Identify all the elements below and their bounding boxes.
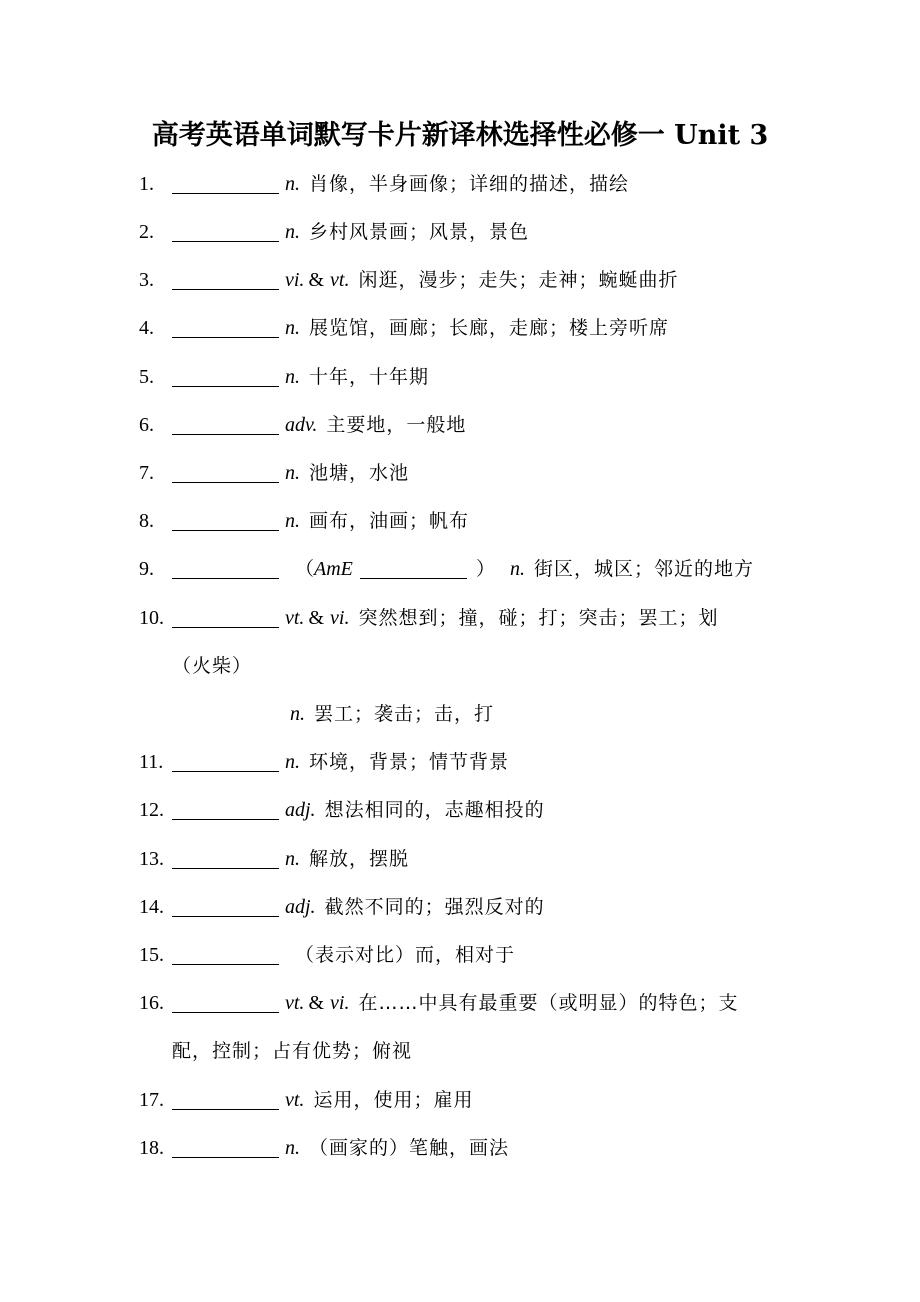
- definition: 主要地，一般地: [326, 414, 467, 436]
- part-of-speech: n.: [285, 751, 300, 773]
- item-number: 3.: [139, 269, 154, 291]
- item-number: 10.: [139, 607, 164, 629]
- part-of-speech-2: vi.: [330, 607, 350, 629]
- item-number: 5.: [139, 366, 154, 388]
- part-of-speech: n.: [285, 221, 300, 243]
- answer-blank[interactable]: [172, 627, 279, 628]
- ampersand: &: [308, 269, 324, 291]
- item-number: 2.: [139, 221, 154, 243]
- definition: 解放，摆脱: [309, 848, 410, 870]
- answer-blank[interactable]: [172, 1157, 279, 1158]
- item-number: 6.: [139, 414, 154, 436]
- definition: 环境，背景；情节背景: [309, 751, 510, 773]
- part-of-speech-2: vt.: [330, 269, 350, 291]
- definition: 画布，油画；帆布: [309, 510, 470, 532]
- answer-blank[interactable]: [172, 337, 279, 338]
- part-of-speech: vt.: [285, 1089, 305, 1111]
- part-of-speech: adj.: [285, 896, 316, 918]
- item-number: 9.: [139, 558, 154, 580]
- definition: （表示对比）而，相对于: [295, 944, 516, 966]
- answer-blank[interactable]: [172, 771, 279, 772]
- definition: 运用，使用；雇用: [313, 1089, 474, 1111]
- item-number: 14.: [139, 896, 164, 918]
- item-number: 11.: [139, 751, 164, 773]
- definition: 突然想到；撞，碰；打；突击；罢工；划: [358, 607, 719, 629]
- part-of-speech: adv.: [285, 414, 318, 436]
- answer-blank[interactable]: [172, 1012, 279, 1013]
- part-of-speech-2: vi.: [330, 992, 350, 1014]
- answer-blank[interactable]: [172, 868, 279, 869]
- list-item: [0, 545, 920, 593]
- part-of-speech: vt.: [285, 992, 305, 1014]
- part-of-speech: n.: [510, 558, 525, 580]
- part-of-speech-3: n.: [290, 703, 305, 725]
- part-of-speech: adj.: [285, 799, 316, 821]
- answer-blank[interactable]: [172, 916, 279, 917]
- part-of-speech: n.: [285, 173, 300, 195]
- definition-2: 罢工；袭击；击，打: [314, 703, 495, 725]
- item-number: 8.: [139, 510, 154, 532]
- answer-blank-ame[interactable]: [360, 578, 467, 579]
- definition: 展览馆，画廊；长廊，走廊；楼上旁听席: [309, 317, 670, 339]
- page-title: 高考英语单词默写卡片新译林选择性必修一 Unit 3: [151, 120, 769, 151]
- item-number: 13.: [139, 848, 164, 870]
- answer-blank[interactable]: [172, 1109, 279, 1110]
- part-of-speech: n.: [285, 848, 300, 870]
- item-number: 16.: [139, 992, 164, 1014]
- item-number: 18.: [139, 1137, 164, 1159]
- answer-blank[interactable]: [172, 578, 279, 579]
- definition: 在……中具有最重要（或明显）的特色；支: [358, 992, 739, 1014]
- answer-blank[interactable]: [172, 964, 279, 965]
- ame-label: AmE: [314, 558, 353, 580]
- ampersand: &: [308, 607, 324, 629]
- part-of-speech: n.: [285, 510, 300, 532]
- part-of-speech: vi.: [285, 269, 305, 291]
- part-of-speech: n.: [285, 317, 300, 339]
- item-number: 12.: [139, 799, 164, 821]
- definition: 池塘，水池: [309, 462, 410, 484]
- part-of-speech: vt.: [285, 607, 305, 629]
- part-of-speech: n.: [285, 462, 300, 484]
- definition: （画家的）笔触，画法: [309, 1137, 510, 1159]
- part-of-speech: n.: [285, 1137, 300, 1159]
- definition: 乡村风景画；风景，景色: [309, 221, 530, 243]
- close-paren: ）: [476, 558, 496, 580]
- answer-blank[interactable]: [172, 482, 279, 483]
- item-number: 17.: [139, 1089, 164, 1111]
- ampersand: &: [308, 992, 324, 1014]
- answer-blank[interactable]: [172, 530, 279, 531]
- definition: 截然不同的；强烈反对的: [324, 896, 545, 918]
- item-number: 15.: [139, 944, 164, 966]
- answer-blank[interactable]: [172, 193, 279, 194]
- answer-blank[interactable]: [172, 819, 279, 820]
- definition: 肖像，半身画像；详细的描述，描绘: [309, 173, 630, 195]
- definition: 闲逛，漫步；走失；走神；蜿蜒曲折: [358, 269, 679, 291]
- item-number: 4.: [139, 317, 154, 339]
- definition: 十年，十年期: [309, 366, 430, 388]
- answer-blank[interactable]: [172, 386, 279, 387]
- item-number: 1.: [139, 173, 154, 195]
- part-of-speech: n.: [285, 366, 300, 388]
- answer-blank[interactable]: [172, 289, 279, 290]
- answer-blank[interactable]: [172, 434, 279, 435]
- definition-continuation: （火柴）: [172, 655, 253, 677]
- definition: 想法相同的，志趣相投的: [324, 799, 545, 821]
- definition-continuation: 配，控制；占有优势；俯视: [172, 1040, 413, 1062]
- item-number: 7.: [139, 462, 154, 484]
- definition: 街区，城区；邻近的地方: [534, 558, 755, 580]
- open-paren: （: [295, 558, 315, 580]
- answer-blank[interactable]: [172, 241, 279, 242]
